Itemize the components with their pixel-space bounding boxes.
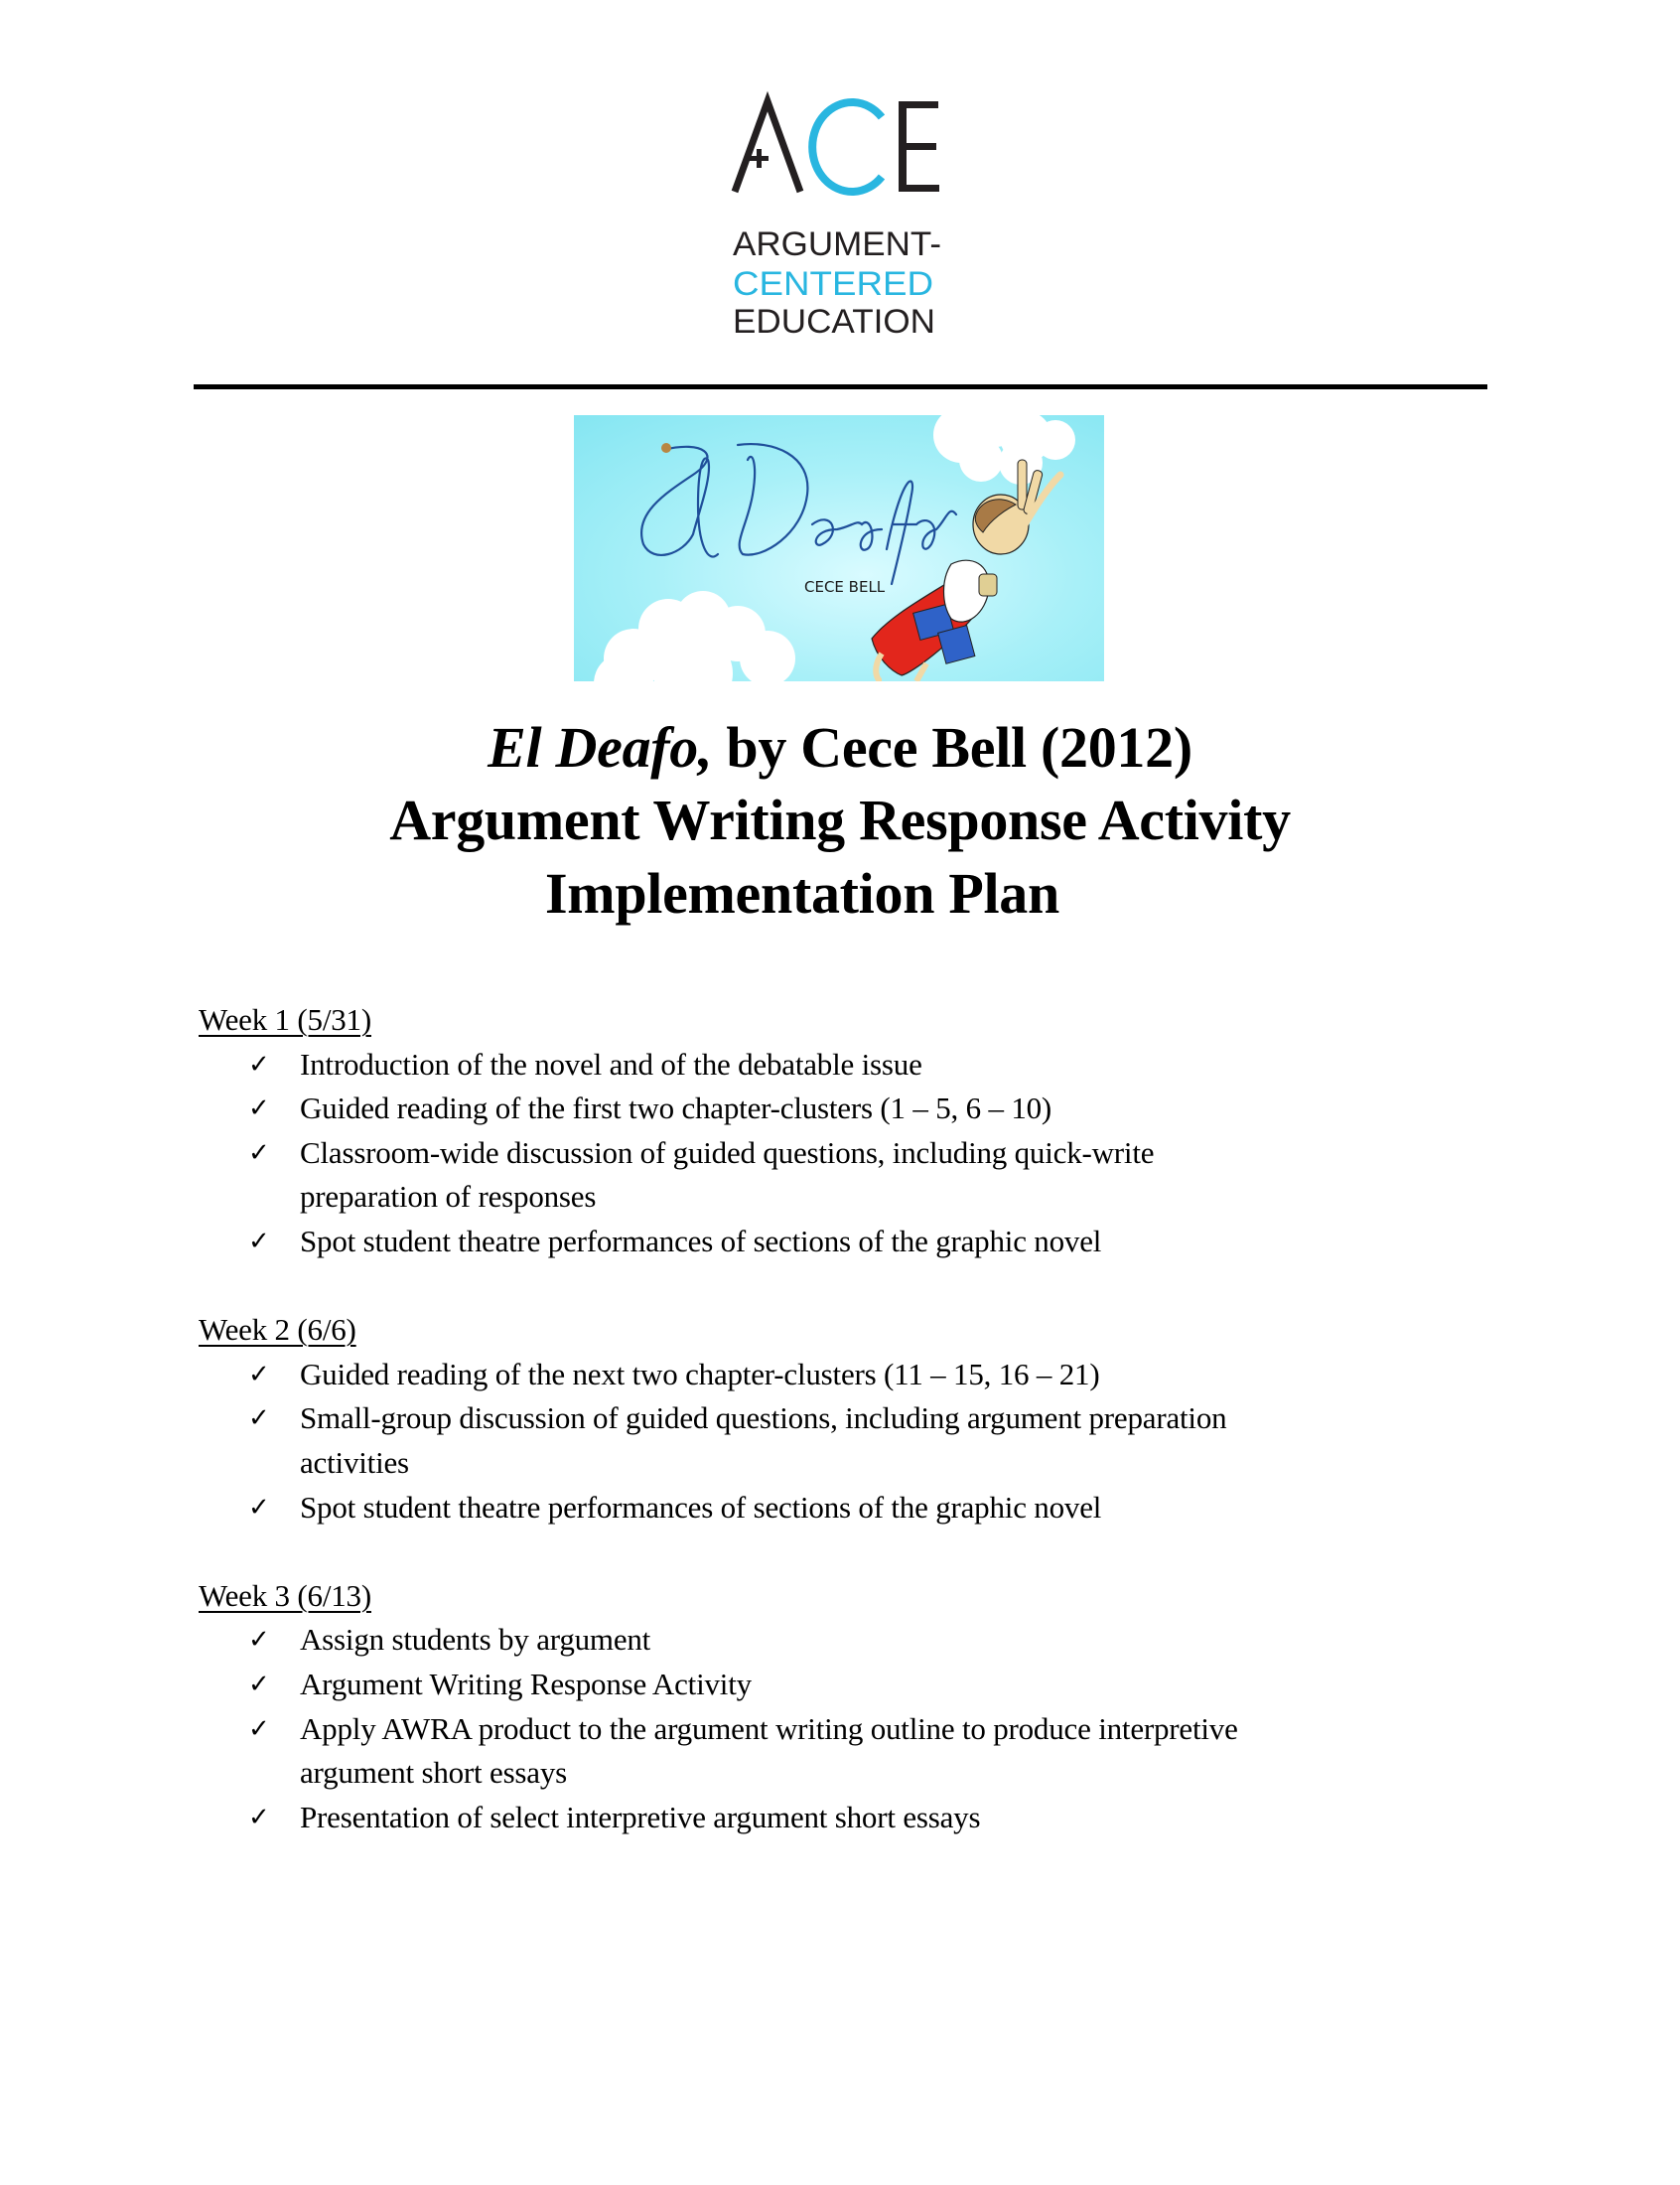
- logo-line-argument: ARGUMENT-: [733, 225, 941, 263]
- checkmark-icon: ✓: [248, 1670, 270, 1699]
- week-heading: Week 1 (5/31): [199, 1002, 371, 1037]
- checklist-item-text-continued: activities: [300, 1444, 409, 1480]
- checkmark-icon: ✓: [248, 1227, 270, 1256]
- cover-author: CECE BELL: [804, 578, 886, 596]
- checklist-item-text: Presentation of select interpretive argument short essays: [300, 1799, 981, 1834]
- logo-letter-e: [899, 101, 939, 192]
- week-heading: Week 2 (6/6): [199, 1312, 356, 1348]
- checklist-item-text: Argument Writing Response Activity: [300, 1667, 752, 1701]
- checkmark-icon: ✓: [248, 1625, 270, 1656]
- checklist-item-text-continued: preparation of responses: [300, 1179, 597, 1215]
- checklist-item-text: Guided reading of the first two chapter-clusters (1 – 5, 6 – 10): [300, 1091, 1052, 1126]
- checklist-item-text: Assign students by argument: [300, 1622, 651, 1658]
- checkmark-icon: ✓: [248, 1093, 270, 1124]
- checklist-item-text: Spot student theatre performances of sections of the graphic novel: [300, 1489, 1102, 1525]
- checklist-item-text: Introduction of the novel and of the debatable issue: [300, 1046, 922, 1082]
- checklist-item-text-continued: argument short essays: [300, 1755, 568, 1791]
- checkmark-icon: ✓: [248, 1359, 270, 1389]
- document-title-line-1: [0, 715, 1680, 780]
- book-cover-image: [574, 415, 1104, 681]
- checklist-item-text: Small-group discussion of guided questions, including argument preparation: [300, 1400, 1227, 1436]
- header-divider: [194, 384, 1487, 389]
- document-title-line-2: Argument Writing Response Activity: [389, 788, 1291, 852]
- title-byline: by Cece Bell (2012): [712, 715, 1192, 780]
- checklist-item-text: Guided reading of the next two chapter-clusters (11 – 15, 16 – 21): [300, 1356, 1100, 1391]
- checkmark-icon: ✓: [248, 1137, 270, 1168]
- book-title: El Deafo,: [488, 715, 713, 780]
- checkmark-icon: ✓: [248, 1713, 270, 1744]
- checkmark-icon: ✓: [248, 1049, 270, 1080]
- checklist-item-text: Spot student theatre performances of sections of the graphic novel: [300, 1224, 1102, 1258]
- logo-letter-c: [812, 102, 882, 192]
- checkmark-icon: ✓: [248, 1492, 270, 1523]
- checklist-item-text: Apply AWRA product to the argument writing outline to produce interpretive: [300, 1710, 1238, 1746]
- logo-letter-a: [735, 101, 800, 192]
- checklist-item-text: Classroom-wide discussion of guided questions, including quick-write: [300, 1134, 1155, 1170]
- ace-logo: [715, 89, 963, 348]
- checkmark-icon: ✓: [248, 1802, 270, 1832]
- checkmark-icon: ✓: [248, 1403, 270, 1434]
- logo-line-education: EDUCATION: [733, 303, 935, 341]
- week-heading: Week 3 (6/13): [199, 1577, 371, 1613]
- logo-line-centered: CENTERED: [733, 265, 933, 303]
- document-title-line-3: Implementation Plan: [545, 861, 1059, 926]
